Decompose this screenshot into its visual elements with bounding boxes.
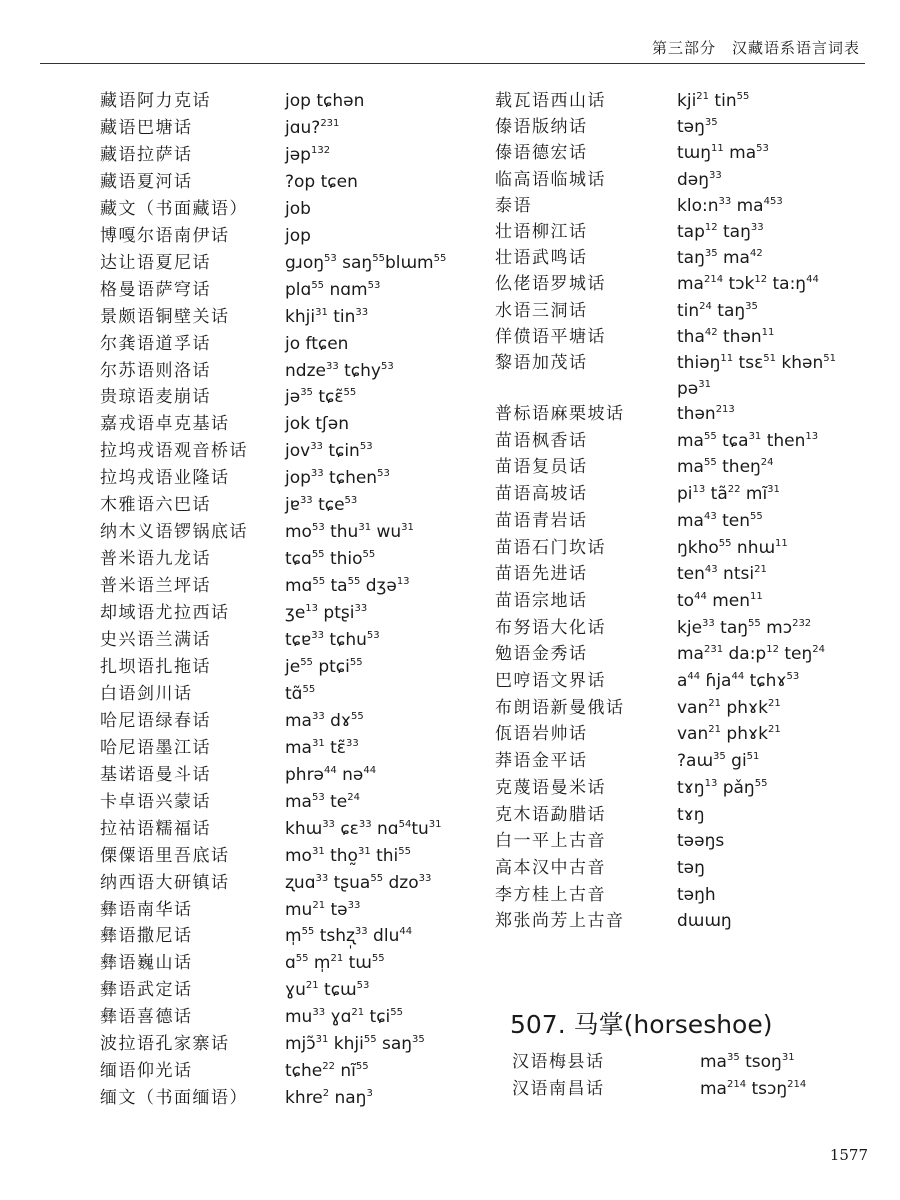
word-entry-row — [0, 401, 900, 427]
language-name: 扎坝语扎拖话 — [100, 656, 211, 677]
language-name: 克蔑语曼米话 — [495, 777, 606, 798]
language-name: 佯偾语平塘话 — [495, 326, 606, 347]
phonetic-form: $je^{55}$ ptɕi$^{55}$ — [285, 656, 363, 677]
language-name: 嘉戎语卓克基话 — [100, 414, 230, 435]
phonetic-form: $ma^{31}$ tɛ̃$^{33}$ — [285, 737, 359, 758]
phonetic-form: $ma^{53}$ $te^{24}$ — [285, 791, 360, 812]
language-name: 缅语仰光话 — [100, 1061, 193, 1082]
language-name: 郑张尚芳上古音 — [495, 911, 625, 932]
word-entry-row — [0, 977, 900, 1003]
phonetic-form: ɑ$^{55}$ m̩$^{21}$ tɯ$^{55}$ — [285, 953, 385, 974]
phonetic-form: jop tɕhən — [285, 91, 365, 111]
phonetic-form: ndze$^{33}$ tɕhy$^{53}$ — [285, 360, 394, 381]
language-name: 壮语武鸣话 — [495, 248, 588, 269]
language-name: 李方桂上古音 — [495, 884, 606, 905]
word-entry-row — [0, 508, 900, 534]
phonetic-form: $mu^{33}$ ɣɑ$^{21}$ tɕi$^{55}$ — [285, 1007, 404, 1028]
word-entry-row — [0, 376, 900, 402]
phonetic-form: təŋ$^{35}$ — [677, 117, 718, 138]
phonetic-form: ʒe$^{13}$ ptʂi$^{33}$ — [285, 603, 368, 624]
language-name: 拉坞戎语业隆话 — [100, 468, 230, 489]
language-name: 尔苏语则洛话 — [100, 360, 211, 381]
word-entry-row — [0, 454, 900, 480]
language-name: 载瓦语西山话 — [495, 91, 606, 111]
phonetic-form: $mo^{31}$ tho̰$^{31}$ thi$^{55}$ — [285, 845, 411, 866]
language-name: 藏语拉萨话 — [100, 144, 193, 165]
language-name: 壮语柳江话 — [495, 222, 588, 242]
phonetic-form: tha$^{42}$ thən$^{11}$ — [677, 326, 775, 347]
language-name: 卡卓语兴蒙话 — [100, 791, 211, 812]
word-entry-row — [0, 535, 900, 561]
phonetic-form: dəŋ$^{33}$ — [677, 169, 722, 190]
phonetic-form: tɕɐ$^{33}$ tɕhu$^{53}$ — [285, 630, 380, 650]
language-name: 傣语版纳话 — [495, 117, 588, 138]
language-name: 贵琼语麦崩话 — [100, 387, 211, 408]
language-name: 彝语喜德话 — [100, 1007, 193, 1028]
phonetic-form: ʐuɑ$^{33}$ tʂua$^{55}$ dzo$^{33}$ — [285, 872, 432, 893]
phonetic-form: khji$^{31}$ tin$^{33}$ — [285, 306, 369, 327]
word-entry-row — [0, 828, 900, 854]
phonetic-form: ŋkho$^{55}$ nhɯ$^{11}$ — [677, 537, 788, 558]
phonetic-form: jə$^{35}$ tɕɛ̃$^{55}$ — [285, 387, 357, 408]
phonetic-form: tin$^{24}$ taŋ$^{35}$ — [677, 300, 758, 321]
language-name: 苗语先进话 — [495, 564, 588, 585]
language-name: 普米语九龙话 — [100, 549, 211, 570]
phonetic-form: tap$^{12}$ taŋ$^{33}$ — [677, 222, 764, 242]
header-title: 第三部分 汉藏语系语言词表 — [651, 39, 860, 57]
language-name: 藏语阿力克话 — [100, 91, 211, 111]
phonetic-form: ?aɯ$^{35}$ $gi^{51}$ — [677, 751, 760, 772]
language-name: 佤语岩帅话 — [495, 724, 588, 745]
language-name: 波拉语孔家寨话 — [100, 1034, 230, 1055]
phonetic-form: dɯɯŋ — [677, 911, 732, 932]
language-name: 苗语宗地话 — [495, 590, 588, 611]
language-name: 藏语巴塘话 — [100, 117, 193, 138]
language-name: 布努语大化话 — [495, 617, 606, 638]
language-name: 傣语德宏话 — [495, 143, 588, 164]
header-rule — [40, 63, 865, 64]
section-title: 507. 马掌(horseshoe) — [510, 1010, 773, 1039]
word-entry-row — [0, 908, 900, 934]
word-entry-row — [0, 271, 900, 297]
phonetic-form: ɣu$^{21}$ tɕɯ$^{53}$ — [285, 980, 370, 1001]
language-name: 史兴语兰满话 — [100, 630, 211, 650]
phonetic-form: m̩$^{55}$ tshʐ̩$^{33}$ dlu$^{44}$ — [285, 926, 413, 947]
phonetic-form: thiəŋ$^{11}$ tsɛ$^{51}$ khən$^{51}$ — [677, 353, 836, 373]
word-entry-row — [0, 882, 900, 908]
phonetic-form: khɯ$^{33}$ ɕɛ$^{33}$ $nɑ^{54}tu^{31}$ — [285, 818, 442, 839]
language-name: 拉坞戎语观音桥话 — [100, 441, 248, 462]
phonetic-form: jəp$^{132}$ — [285, 144, 331, 165]
page-number: 1577 — [829, 1146, 868, 1164]
language-name: 基诺语曼斗话 — [100, 764, 211, 785]
phonetic-form: tɑ̃$^{55}$ — [285, 683, 316, 704]
language-name: 彝语撒尼话 — [100, 926, 193, 947]
language-name: 彝语武定话 — [100, 980, 193, 1001]
language-name: 白语剑川话 — [100, 683, 193, 704]
word-entry-row — [0, 114, 900, 140]
language-name: 水语三洞话 — [495, 300, 588, 321]
language-name: 缅文（书面缅语） — [100, 1088, 248, 1109]
language-name: 达让语夏尼话 — [100, 252, 211, 273]
phonetic-form: mjɔ̃$^{31}$ khji$^{55}$ saŋ$^{35}$ — [285, 1034, 425, 1055]
phonetic-form: tɤŋ — [677, 804, 705, 825]
language-name: 苗语青岩话 — [495, 510, 588, 531]
word-entry-row — [0, 245, 900, 271]
language-name: 普米语兰坪话 — [100, 576, 211, 597]
word-entry-row — [0, 167, 900, 193]
phonetic-form: ten$^{43}$ ntsi$^{21}$ — [677, 564, 767, 585]
word-entry-row — [0, 140, 900, 166]
phonetic-form: $ma^{214}$ tsɔŋ$^{214}$ — [700, 1079, 807, 1099]
phonetic-form: jɐ$^{33}$ tɕe$^{53}$ — [285, 495, 358, 516]
language-name: 尔龚语道孚话 — [100, 333, 211, 354]
language-name: 苗语枫香话 — [495, 430, 588, 451]
word-entry-row — [0, 588, 900, 614]
phonetic-form: $ma^{33}$ dɤ$^{55}$ — [285, 710, 364, 731]
phonetic-form: $ma^{214}$ tɔk$^{12}$ $ta:ŋ^{44}$ — [677, 274, 819, 295]
word-entry-row — [0, 350, 900, 376]
phonetic-form: $ma^{55}$ tɕa$^{31}$ then$^{13}$ — [677, 430, 819, 451]
language-name: 哈尼语墨江话 — [100, 737, 211, 758]
phonetic-form: kji$^{21}$ tin$^{55}$ — [677, 91, 750, 111]
phonetic-form: təŋh — [677, 884, 716, 905]
phonetic-form: thən$^{213}$ — [677, 404, 735, 424]
word-entry-row — [0, 219, 900, 245]
phonetic-form: $ma^{231}$ $da:p^{12}$ teŋ$^{24}$ — [677, 644, 825, 665]
language-name: 拉祜语糯福话 — [100, 818, 211, 839]
word-entry-row — [0, 1049, 900, 1075]
language-name: 傈僳语里吾底话 — [100, 845, 230, 866]
language-name: 高本汉中古音 — [495, 857, 606, 878]
phonetic-form: tɤŋ$^{13}$ pǎŋ$^{55}$ — [677, 777, 768, 798]
language-name: 格曼语萨穹话 — [100, 279, 211, 300]
word-entry-row — [0, 668, 900, 694]
word-entry-row — [0, 695, 900, 721]
phonetic-form: $ma^{35}$ tsoŋ$^{31}$ — [700, 1052, 795, 1072]
phonetic-form: tɯŋ$^{11}$ $ma^{53}$ — [677, 143, 769, 164]
language-name: 苗语石门坎话 — [495, 537, 606, 558]
word-entry-row — [0, 855, 900, 881]
language-name: 临高语临城话 — [495, 169, 606, 190]
language-name: 彝语巍山话 — [100, 953, 193, 974]
phonetic-form: $mo^{53}$ thu$^{31}$ $wu^{31}$ — [285, 522, 414, 543]
phonetic-form: $klo:n^{33}$ $ma^{453}$ — [677, 195, 783, 216]
phonetic-form: təŋ — [677, 857, 705, 878]
phonetic-form: plɑ$^{55}$ nɑm$^{53}$ — [285, 279, 381, 300]
phonetic-form: van$^{21}$ phɤk$^{21}$ — [677, 697, 781, 718]
phonetic-form: taŋ$^{35}$ $ma^{42}$ — [677, 248, 763, 269]
language-name: 白一平上古音 — [495, 831, 606, 852]
phonetic-form: jok tʃən — [285, 414, 349, 435]
language-name: 藏语夏河话 — [100, 171, 193, 192]
running-header — [0, 28, 900, 62]
language-name: 莽语金平话 — [495, 751, 588, 772]
phonetic-form: tɕɑ$^{55}$ thio$^{55}$ — [285, 549, 376, 570]
language-name: 汉语南昌话 — [512, 1079, 605, 1099]
language-name: 黎语加茂话 — [495, 353, 588, 373]
language-name: 景颇语铜壁关话 — [100, 306, 230, 327]
phonetic-form: $to^{44}$ men$^{11}$ — [677, 590, 763, 611]
phonetic-form: phrə$^{44}$ nə$^{44}$ — [285, 764, 377, 785]
phonetic-form: jo ftɕen — [285, 333, 349, 354]
language-name: 博嘎尔语南伊话 — [100, 225, 230, 246]
phonetic-form: $ma^{43}$ ten$^{55}$ — [677, 510, 763, 531]
word-entry-row — [0, 561, 900, 587]
phonetic-form: jov$^{33}$ tɕin$^{53}$ — [285, 441, 373, 462]
word-entry-row — [0, 298, 900, 324]
language-name: 却域语尤拉西话 — [100, 603, 230, 624]
language-name: 苗语复员话 — [495, 457, 588, 478]
language-name: 苗语高坡话 — [495, 484, 588, 505]
word-entry-row — [0, 88, 900, 114]
phonetic-form: $mu^{21}$ tə$^{33}$ — [285, 899, 361, 920]
language-name: 普标语麻栗坡话 — [495, 404, 625, 424]
phonetic-form: jop — [285, 225, 311, 246]
phonetic-form: ?op tɕen — [285, 171, 358, 192]
phonetic-form: jɑu?$^{231}$ — [285, 117, 340, 138]
word-entry-row — [0, 428, 900, 454]
word-entry-row — [0, 775, 900, 801]
word-entry-row — [0, 1076, 900, 1102]
phonetic-form: khre$^2$ naŋ$^3$ — [285, 1088, 373, 1109]
word-entry-row — [0, 615, 900, 641]
phonetic-form: $pi^{13}$ $tã^{22}$ $mĩ^{31}$ — [677, 484, 780, 505]
language-name: 木雅语六巴话 — [100, 495, 211, 516]
phonetic-form: təəŋs — [677, 831, 725, 852]
phonetic-form: gɹoŋ$^{53}$ saŋ$^{55}$blɯm$^{55}$ — [285, 252, 447, 273]
word-entry-row — [0, 324, 900, 350]
language-name: 布朗语新曼俄话 — [495, 697, 625, 718]
phonetic-form: jop$^{33}$ tɕhen$^{53}$ — [285, 468, 390, 489]
language-name: 彝语南华话 — [100, 899, 193, 920]
language-name: 仫佬语罗城话 — [495, 274, 606, 295]
phonetic-form: job — [285, 198, 311, 219]
word-entry-row — [0, 950, 900, 976]
word-entry-row — [0, 481, 900, 507]
language-name: 哈尼语绿春话 — [100, 710, 211, 731]
language-name: 纳木义语锣锅底话 — [100, 522, 248, 543]
word-entry-row — [0, 748, 900, 774]
word-entry-row — [0, 721, 900, 747]
phonetic-form: mɑ$^{55}$ $ta^{55}$ dʒə$^{13}$ — [285, 576, 410, 597]
phonetic-form: $ma^{55}$ theŋ$^{24}$ — [677, 457, 774, 478]
language-name: 克木语勐腊话 — [495, 804, 606, 825]
language-name: 勉语金秀话 — [495, 644, 588, 665]
phonetic-form: pə$^{31}$ — [677, 379, 711, 400]
phonetic-form: $a^{44}$ ɦja$^{44}$ tɕhɤ$^{53}$ — [677, 671, 800, 691]
word-entry-row — [0, 193, 900, 219]
word-entry-row — [0, 641, 900, 667]
phonetic-form: kje$^{33}$ taŋ$^{55}$ mɔ$^{232}$ — [677, 617, 812, 638]
language-name: 巴哼语文界话 — [495, 671, 606, 691]
language-name: 汉语梅县话 — [512, 1052, 605, 1072]
language-name: 泰语 — [495, 195, 532, 216]
language-name: 纳西语大研镇话 — [100, 872, 230, 893]
word-entry-row — [0, 802, 900, 828]
language-name: 藏文（书面藏语） — [100, 198, 248, 219]
phonetic-form: van$^{21}$ phɤk$^{21}$ — [677, 724, 781, 745]
phonetic-form: tɕhe$^{22}$ $nĩ^{55}$ — [285, 1061, 369, 1082]
